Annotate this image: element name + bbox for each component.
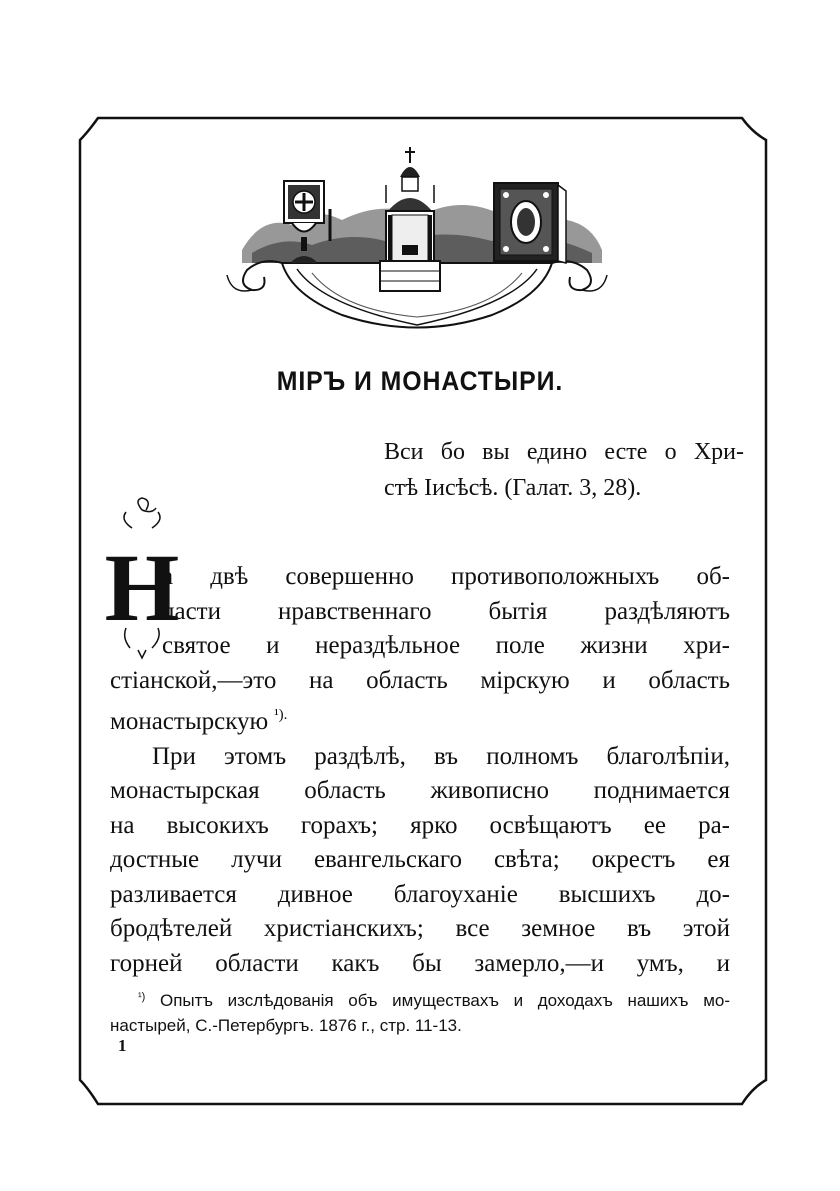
chapter-title: МІРЪ И МОНАСТЫРИ. (276, 366, 564, 396)
text-line: бродѣтелей христіанскихъ; все земное въ этой (110, 915, 730, 942)
footnote-line (110, 985, 730, 1013)
paragraph (110, 740, 730, 982)
epigraph-line: стѣ Іисѣсѣ. (Галат. 3, 28). (384, 475, 642, 501)
text-line: святое и нераздѣльное поле жизни хри- (162, 632, 730, 659)
text-line-content: монастырскую (110, 708, 269, 735)
text-line: на высокихъ горахъ; ярко освѣщаютъ ее ра- (110, 811, 730, 839)
text-line (110, 698, 730, 740)
footnote-reference: ¹). (274, 707, 288, 723)
epigraph (384, 434, 744, 506)
text-line: достные лучи евангельскаго свѣта; окрестъ ея (110, 846, 730, 873)
page-number: 1 (118, 1036, 127, 1055)
text-line: монастырская область живописно поднимается (110, 777, 730, 804)
text-line: разливается дивное благоуханіе высшихъ до- (110, 880, 730, 908)
text-line: При этомъ раздѣлѣ, въ полномъ благолѣпіи, (152, 742, 730, 770)
footnote (110, 985, 730, 1038)
text-line: ласти нравственнаго бытія раздѣляютъ (162, 597, 730, 625)
body-text (110, 560, 730, 981)
drop-cap-letter: Н (104, 534, 180, 641)
ornamental-vignette-illustration (222, 145, 612, 345)
text-line: горней области какъ бы замерло,—и умъ, и (110, 949, 730, 977)
footnote-mark: ¹) (138, 991, 146, 1003)
epigraph-line: Вси бо вы едино есте о Хри- (384, 439, 744, 465)
paragraph (110, 560, 730, 740)
footnote-text: Опытъ изслѣдованія объ имуществахъ и доходахъ нашихъ мо- (159, 991, 730, 1010)
text-line: стіанской,—это на область мірскую и область (110, 666, 730, 694)
text-line: а двѣ совершенно противоположныхъ об- (162, 563, 730, 590)
footnote-line: настырей, С.-Петербургъ. 1876 г., стр. 11-13. (110, 1016, 462, 1035)
